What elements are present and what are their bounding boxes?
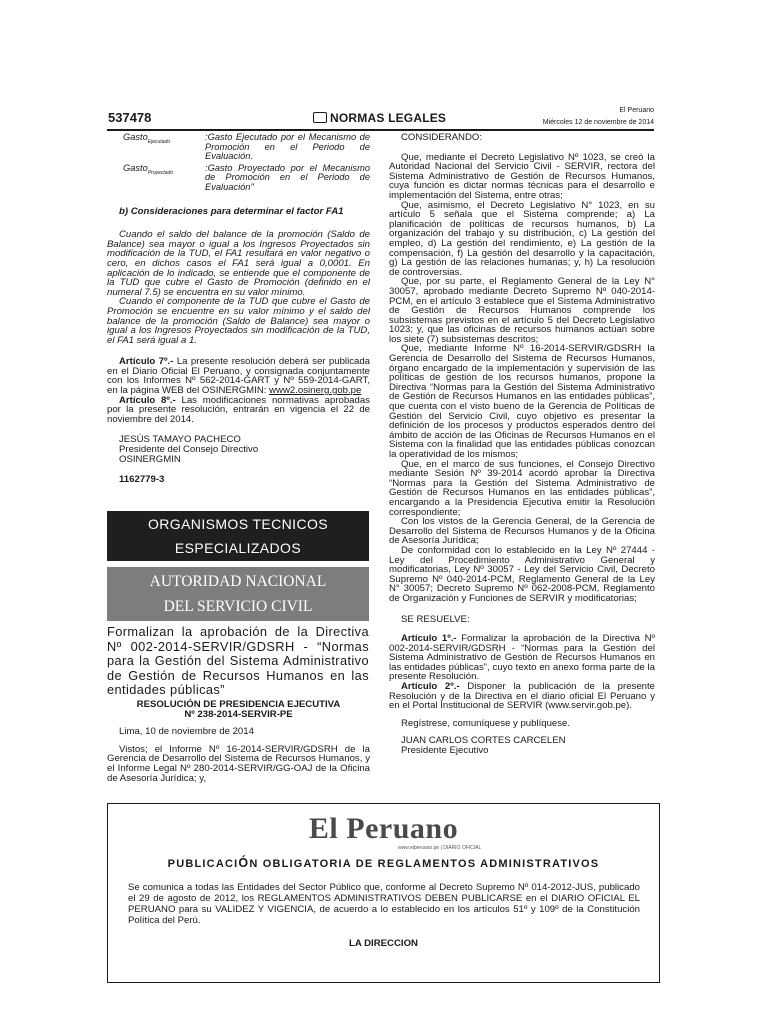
resolution-headline: Formalizan la aprobación de la Directiva Nº 002-2014-SERVIR/GDSRH - “Normas para la Gestión del Sistema Administrativo de Gestión de Recursos Humanos en las entidades públicas” <box>107 624 369 697</box>
gasto-label: Gasto <box>123 162 148 173</box>
newspaper-icon <box>313 112 327 123</box>
signer-name: JUAN CARLOS CORTES CARCELEN <box>401 735 566 747</box>
paragraph: Que, mediante el Decreto Legislativo Nº 1023, se creó la Autoridad Nacional del Servicio Civil - SERVIR, rectora del Sistema Administrativo de Gestión de Recursos Humanos, cuya función es dictar normas técnicas para el desarrollo e implementación del Sistema, entre otras; <box>389 151 655 201</box>
paragraph: Que, por su parte, el Reglamento General de la Ley N° 30057, aprobado mediante Decreto Supremo Nº 040-2014-PCM, en el artículo 3 establece que el Sistema Administrativo de Gestión de Recursos Humanos comprende los subsistemas previstos en el artículo 5 del Decreto Legislativo 1023; y, que las oficinas de recursos humanos actúan sobre los siete (7) subsistemas descritos; <box>389 276 655 345</box>
closing-line: Regístrese, comuníquese y publíquese. <box>401 717 571 729</box>
article-heading: Artículo 1º.- <box>401 633 457 645</box>
article-1 <box>389 634 655 682</box>
right-column <box>389 133 655 756</box>
gasto-sub: Ejecutado <box>147 138 171 145</box>
el-peruano-logo: El Peruano <box>308 812 459 845</box>
article-heading: Artículo 8º.- <box>119 394 176 406</box>
band-line: ESPECIALIZADOS <box>174 540 302 556</box>
signer-name: JESÚS TAMAYO PACHECO <box>119 434 241 446</box>
paragraph: Que, en el marco de sus funciones, el Consejo Directivo mediante Sesión Nº 39-2014 acordó aprobar la Directiva “Normas para la Gestión del Sistema Administrativo de Gestión de Recursos Humanos en las entidades públicas”, encargando a la Presidencia Ejecutiva emitir la Resolución correspondiente; <box>389 458 655 518</box>
notice-title-part: N OBLIGATORIA DE REGLAMENTOS ADMINISTRATIVOS <box>249 858 600 870</box>
paragraph: Cuando el saldo del balance de la promoción (Saldo de Balance) sea mayor o igual a los Ingresos Proyectados sin modificación de la TUD, el FA1 resultará en valor negativo o cero, en dichos casos el FA1 será igual a 0,0001. En aplicación de lo indicado, se entiende que el componente de la TUD que cubre el Gasto de Promoción (definido en el numeral 7.5) se encuentra en su valor mínimo. <box>107 229 370 298</box>
header-rule <box>107 129 654 131</box>
se-resuelve-heading: SE RESUELVE: <box>401 613 470 625</box>
vistos-paragraph: Vistos; el Informe Nº 16-2014-SERVIR/GDSRH de la Gerencia de Desarrollo del Sistema de Recursos Humanos, y el Informe Legal Nº 280-2014-SERVIR/GG-OAJ de la Oficina de Asesoría Jurídica; y, <box>107 743 370 784</box>
osinergmin-link[interactable]: www2.osinerg.gob.pe <box>269 385 362 397</box>
paragraph: De conformidad con lo establecido en la Ley Nº 27444 - Ley del Procedimiento Administrativo General y modificatorias, Ley Nº 30057 - Ley del Servicio Civil, Decreto Supremo Nº 040-2014-PCM, Reglamento General de la Ley N° 30057; Decreto Supremo Nº 062-2008-PCM, Reglamento de Organización y Funciones de SERVIR y modificatorias; <box>389 544 655 604</box>
section-band-organismos <box>107 511 369 561</box>
section-title <box>313 111 446 125</box>
article-text: Formalizar la aprobación de la Directiva Nº 002-2014-SERVIR/GDSRH - “Normas para la Gestión del Sistema Administrativo de Gestión de Recursos Humanos en las entidades públicas”, cuyo texto en anexo forma parte de la presente Resolución. <box>389 633 655 683</box>
gasto-desc: :Gasto Ejecutado por el Mecanismo de Promoción en el Periodo de Evaluación. <box>205 132 370 162</box>
article-text: Las modificaciones normativas aprobadas por la presente resolución, entrarán en vigencia el 22 de noviembre del 2014. <box>107 394 370 425</box>
gasto-proyectado-row <box>107 164 370 193</box>
reference-number: 1162779-3 <box>119 474 165 486</box>
paragraph: Que, mediante Informe Nº 16-2014-SERVIR/GDSRH la Gerencia de Desarrollo del Sistema de Recursos Humanos, órgano encargado de la implementación y supervisión de las políticas de gestión de los recursos humanos, propone la Directiva “Normas para la Gestión del Sistema Administrativo de Gestión de Recursos Humanos en las entidades públicas”, que cuenta con el visto bueno de la Gerencia de Políticas de Gestión del Servicio Civil, cuyo objetivo es presentar la definición de los procesos y productos esperados dentro del ámbito de acción de las Oficinas de Recursos Humanos en el Sistema con la finalidad que las entidades públicas conozcan la operatividad de los mismos; <box>389 343 655 460</box>
article-7 <box>107 357 370 395</box>
resolution-number: Nº 238-2014-SERVIR-PE <box>184 708 293 720</box>
article-heading: Artículo 7º.- <box>119 356 174 368</box>
notice-title-part: PUBLICACI <box>167 858 239 870</box>
gasto-label: Gasto <box>123 132 148 142</box>
notice-signature: LA DIRECCION <box>349 938 418 949</box>
notice-title <box>108 856 659 870</box>
page-number: 537478 <box>108 110 152 125</box>
paragraph: Cuando el componente de la TUD que cubre el Gasto de Promoción se encuentre en su valor mínimo y el saldo del balance de la promoción (Saldo de Balance) sea mayor o igual a los Ingresos Proyectados sin modificación de la TUD, el FA1 será igual a 1. <box>107 296 370 346</box>
band-line: DEL SERVICIO CIVIL <box>163 598 313 615</box>
section-band-servir <box>107 567 369 621</box>
gasto-desc: :Gasto Proyectado por el Mecanismo de Promoción en el Periodo de Evaluación" <box>205 162 370 192</box>
newspaper-name: El Peruano <box>619 107 654 114</box>
article-text: Disponer la publicación de la presente Resolución y de la Directiva en el diario oficial El Peruano y en el Portal Institucional de SERVIR (www.servir.gob.pe). <box>389 681 655 712</box>
gasto-sub: Proyectado <box>147 169 174 176</box>
subheading-fa1: b) Consideraciones para determinar el factor FA1 <box>119 205 344 217</box>
article-text: La presente resolución deberá ser publicada en el Diario Oficial El Peruano, y consignada conjuntamente con los Informes Nº 562-2014-GART y Nº 559-2014-GART, en la página WEB del OSINERGMIN: <box>107 356 370 397</box>
article-8 <box>107 396 370 425</box>
signer-role: Presidente del Consejo Directivo <box>119 444 259 456</box>
gasto-ejecutado-row <box>107 133 370 162</box>
paragraph: Que, asimismo, el Decreto Legislativo N° 1023, en su artículo 5 señala que el Sistema comprende; a) La planificación de políticas de recursos humanos, b) La organización del trabajo y su distribución, c) La gestión del empleo, d) La gestión del rendimiento, e) La gestión de la compensación, f) La gestión del desarrollo y la capacitación, g) La gestión de las relaciones humanas; y, h) La resolución de controversias. <box>389 199 655 278</box>
band-line: AUTORIDAD NACIONAL <box>149 573 327 590</box>
considerando-heading: CONSIDERANDO: <box>401 132 483 143</box>
article-2 <box>389 682 655 711</box>
article-heading: Artículo 2º.- <box>401 681 460 693</box>
notice-body: Se comunica a todas las Entidades del Sector Público que, conforme al Decreto Supremo Nº 014-2012-JUS, publicado el 29 de agosto de 2012, los REGLAMENTOS ADMINISTRATIVOS DEBEN PUBLICARSE en el DIARIO OFICIAL EL PERUANO para su VALIDEZ Y VIGENCIA, de acuerdo a lo establecido en los artículos 51º y 109º de la Constitución Política del Perú. <box>128 882 640 926</box>
logo-tagline: www.elperuano.pe | DIARIO OFICIAL <box>398 845 482 851</box>
band-line: ORGANISMOS TECNICOS <box>147 516 329 532</box>
resolution-intro <box>107 700 370 783</box>
paragraph: Con los vistos de la Gerencia General, de la Gerencia de Desarrollo del Sistema de Recursos Humanos y de la Oficina de Asesoría Jurídica; <box>389 516 655 547</box>
publication-date: Miércoles 12 de noviembre de 2014 <box>542 119 654 126</box>
notice-title-accent: Ó <box>238 856 250 870</box>
signer-role: Presidente Ejecutivo <box>401 745 489 757</box>
signer-org: OSINERGMIN <box>119 453 181 465</box>
left-column <box>107 133 370 485</box>
section-title-text: NORMAS LEGALES <box>330 111 447 125</box>
place-date: Lima, 10 de noviembre de 2014 <box>119 726 254 738</box>
publication-notice-box <box>107 803 660 983</box>
resolution-title: RESOLUCIÓN DE PRESIDENCIA EJECUTIVA <box>136 699 341 710</box>
